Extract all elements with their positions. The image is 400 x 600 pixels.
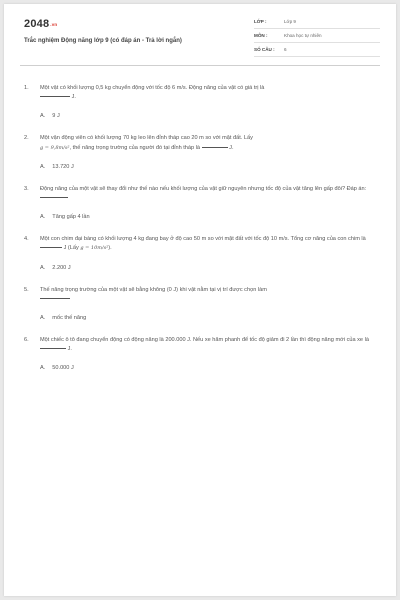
question-text: Một vận động viên có khối lượng 70 kg leo lên đỉnh tháp cao 20 m so với mặt đất. Lấy g = 9,8m/s², thế năng trọng trường của người đó tại đỉnh tháp là J. [40, 135, 253, 151]
question-number: 4. [24, 236, 29, 243]
question-item [24, 185, 384, 222]
question-item [24, 286, 384, 323]
worksheet-page [4, 4, 396, 596]
meta-row-subject [254, 32, 380, 43]
answer-text: Tăng gấp 4 lần [52, 214, 90, 221]
answer-line [40, 112, 384, 121]
answer-blank [40, 247, 62, 248]
question-text: Một chiếc ô tô đang chuyển động có động năng là 200.000 J. Nếu xe hãm phanh để tốc độ giảm đi 2 lần thì động năng mới của xe là J. [40, 337, 369, 353]
answer-blank [40, 298, 70, 299]
meta-row-class [254, 18, 380, 29]
answer-text: 13.720 J [52, 163, 74, 170]
answer-line [40, 264, 384, 273]
question-item [24, 336, 384, 373]
answer-text: 50.000 J [52, 365, 74, 372]
answer-text: 2.200 J [52, 264, 71, 271]
question-number: 1. [24, 85, 29, 91]
answer-letter: A. [40, 315, 46, 322]
meta-label: MÔN : [254, 33, 268, 38]
question-number: 5. [24, 286, 29, 293]
answer-line [40, 314, 384, 323]
answer-blank [40, 96, 70, 97]
answer-line [40, 163, 384, 172]
answer-letter: A. [40, 365, 46, 372]
question-number: 3. [24, 185, 29, 192]
answer-letter: A. [40, 113, 46, 120]
formula: g = 9,8m/s² [40, 144, 70, 151]
question-text: Động năng của một vật sẽ thay đổi như thế nào nếu khối lượng của vật giữ nguyên nhưng tốc độ của vật tăng lên gấp đôi? Đáp án: [40, 185, 384, 203]
question-item [24, 235, 384, 272]
meta-label: LỚP : [254, 19, 267, 24]
answer-blank [40, 348, 66, 349]
question-list [24, 84, 384, 373]
answer-blank [40, 197, 68, 198]
meta-value: Lớp 9 [284, 19, 296, 24]
question-item [24, 84, 384, 121]
question-number: 2. [24, 135, 29, 142]
question-item [24, 134, 384, 171]
header-divider [20, 65, 380, 66]
answer-blank [202, 147, 228, 148]
answer-letter: A. [40, 214, 46, 221]
question-text: Thế năng trọng trường của một vật sẽ bằng không (0 J) khi vật nằm tại vị trí được chọn làm [40, 286, 384, 304]
site-logo[interactable]: 2048.vn [24, 18, 58, 30]
question-text: Một vật có khối lượng 0,5 kg chuyển động với tốc độ 6 m/s. Động năng của vật có giá trị là J. [40, 85, 265, 101]
answer-line [40, 364, 384, 373]
worksheet-header [4, 4, 396, 64]
meta-value: Khoa học tự nhiên [284, 33, 322, 38]
answer-text: 9 J [52, 113, 60, 120]
worksheet-meta [254, 18, 380, 60]
answer-letter: A. [40, 163, 46, 170]
question-number: 6. [24, 337, 29, 344]
answer-letter: A. [40, 264, 46, 271]
meta-label: SỐ CÂU : [254, 47, 275, 52]
question-text: Một con chim đại bàng có khối lượng 4 kg đang bay ở độ cao 50 m so với mặt đất với tốc độ 10 m/s. Tổng cơ năng của con chim là J (Lấy g = 10m/s²). [40, 236, 366, 252]
formula: g = 10m/s² [80, 245, 109, 252]
answer-text: mốc thế năng [52, 315, 87, 322]
meta-row-question-count [254, 46, 380, 57]
worksheet-title: Trắc nghiệm Động năng lớp 9 (có đáp án - Trả lời ngắn) [24, 38, 182, 44]
answer-line [40, 213, 384, 222]
meta-value: 6 [284, 47, 287, 52]
